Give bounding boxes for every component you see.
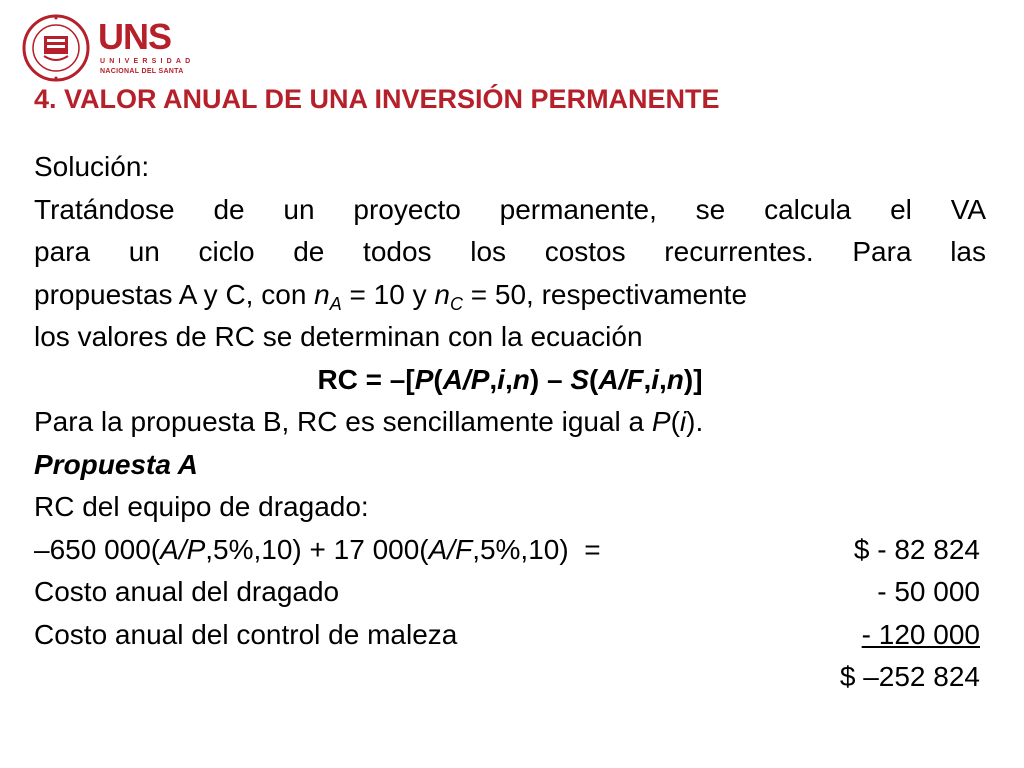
math-var: P — [651, 406, 671, 437]
slide-title: 4. VALOR ANUAL DE UNA INVERSIÓN PERMANENTE — [34, 84, 720, 114]
calc-row — [34, 529, 980, 572]
text-run: Para la propuesta B, RC es sencillamente igual a — [34, 406, 652, 437]
eq-part: , — [489, 363, 498, 395]
text-run: ( — [670, 406, 680, 437]
cost-label: Costo anual del dragado — [34, 576, 340, 607]
eq-part: ( — [589, 363, 599, 395]
text-run: = 10 y — [341, 278, 435, 310]
university-seal-icon — [22, 14, 90, 82]
eq-part: )] — [683, 363, 703, 395]
calc-value: $ - 82 824 — [853, 533, 980, 565]
proposal-a-heading: Propuesta A — [34, 448, 198, 480]
total-value: $ –252 824 — [839, 661, 980, 692]
math-var: i — [679, 406, 687, 437]
eq-part: , — [659, 363, 667, 395]
logo-subtitle-2: NACIONAL DEL SANTA — [100, 68, 184, 75]
eq-part: ) – — [529, 363, 571, 395]
math-var: A/F — [428, 533, 473, 565]
text-run: –650 000( — [34, 533, 161, 565]
eq-part: , — [643, 363, 652, 395]
math-sub-c: C — [449, 293, 463, 314]
cost-row — [34, 614, 980, 657]
math-var: A/P — [160, 533, 206, 565]
eq-part: S — [570, 363, 589, 395]
eq-part: i — [651, 363, 659, 395]
cost-value: - 120 000 — [861, 618, 980, 650]
cost-value: - 50 000 — [877, 576, 980, 607]
eq-part: A/F — [598, 363, 644, 395]
math-sub-a: A — [329, 293, 342, 314]
eq-part: n — [666, 363, 684, 395]
eq-part: n — [512, 363, 530, 395]
calc-expression — [34, 529, 601, 572]
paragraph-line-2: para un ciclo de todos los costos recurrentes. Para las — [34, 236, 986, 267]
eq-part: A/P — [442, 363, 490, 395]
eq-part: ( — [433, 363, 443, 395]
eq-part: P — [414, 363, 434, 395]
eq-part: i — [497, 363, 505, 395]
slide-body — [34, 146, 986, 699]
text-run: ). — [686, 406, 704, 437]
solution-label: Solución: — [34, 151, 150, 182]
eq-part: RC = –[ — [317, 363, 415, 395]
rc-dredging-label: RC del equipo de dragado: — [34, 491, 369, 522]
logo-acronym: UNS — [98, 16, 172, 57]
text-run: ,5%,10) + 17 000( — [205, 533, 429, 565]
math-var-n: n — [314, 278, 330, 310]
cost-row — [34, 571, 980, 614]
math-var-n: n — [434, 278, 450, 310]
text-run: propuestas A y C, con — [34, 278, 315, 310]
proposal-b-line — [34, 401, 986, 444]
paragraph-line-1: Tratándose de un proyecto permanente, se calcula el VA — [34, 193, 986, 225]
text-run: = 50, respectivamente — [462, 278, 748, 310]
paragraph-line-3 — [34, 274, 986, 317]
eq-part: , — [504, 363, 513, 395]
rc-equation — [34, 359, 986, 402]
logo-subtitle-1: UNIVERSIDAD — [100, 58, 195, 65]
cost-label: Costo anual del control de maleza — [34, 618, 458, 650]
paragraph-line-4: los valores de RC se determinan con la ecuación — [34, 321, 643, 352]
university-logo — [22, 14, 195, 86]
text-run: ,5%,10) = — [472, 533, 601, 565]
